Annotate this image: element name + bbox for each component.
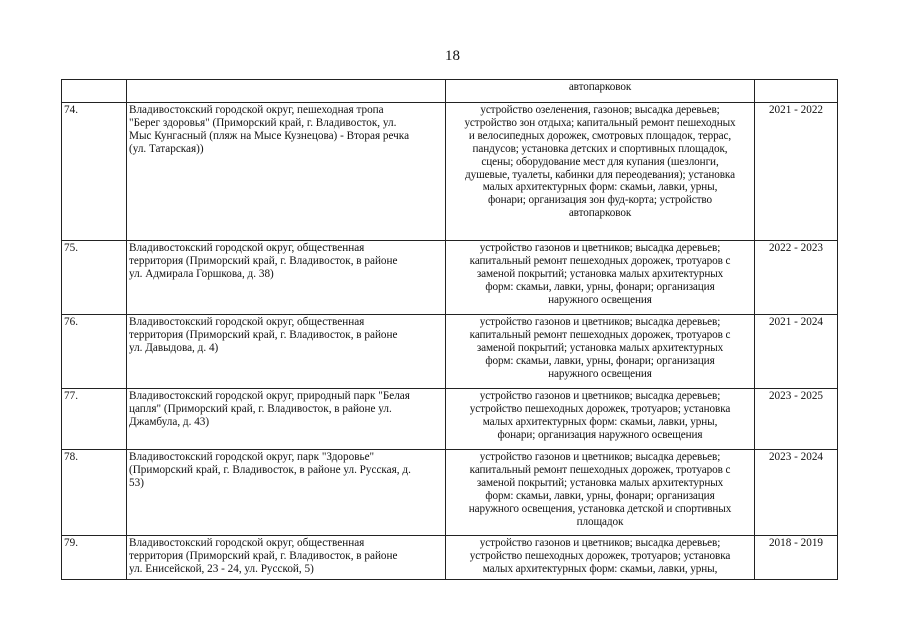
works-line: устройство пешеходных дорожек, тротуаров; установка — [469, 402, 731, 415]
territory-line: Владивостокский городской округ, общественная — [129, 537, 365, 549]
table-row — [62, 536, 838, 580]
territory-line: 53) — [129, 476, 144, 489]
works-line: устройство газонов и цветников; высадка деревьев; — [479, 390, 721, 402]
works-line: малых архитектурных форм: скамьи, лавки, урны, — [482, 415, 718, 428]
works-line: фонари; организация наружного освещения — [497, 428, 703, 441]
table-row — [62, 103, 838, 241]
works-line: малых архитектурных форм: скамьи, лавки, урны, — [482, 562, 718, 575]
row-number-cell: 75. — [62, 241, 127, 315]
years-cell: 2023 - 2024 — [755, 450, 838, 536]
works-line: наружного освещения — [548, 367, 652, 380]
works-line: капитальный ремонт пешеходных дорожек, тротуаров с — [469, 463, 731, 476]
works-line: капитальный ремонт пешеходных дорожек, тротуаров с — [469, 328, 731, 341]
territory-line: Владивостокский городской округ, парк "Здоровье" — [129, 451, 375, 463]
territory-line: территория (Приморский край, г. Владивосток, в районе — [129, 549, 398, 562]
territory-line: (Приморский край, г. Владивосток, в районе ул. Русская, д. — [129, 463, 411, 476]
row-number-cell: 79. — [62, 536, 127, 580]
works-line: устройство газонов и цветников; высадка деревьев; — [479, 537, 721, 549]
works-line: заменой покрытий; установка малых архитектурных — [476, 267, 724, 280]
works-line: наружного освещения, установка детской и спортивных — [468, 502, 732, 515]
table-row — [62, 389, 838, 450]
works-line: заменой покрытий; установка малых архитектурных — [476, 341, 724, 354]
works-line: и велосипедных дорожек, смотровых площадок, террас, — [468, 129, 732, 142]
works-line: заменой покрытий; установка малых архитектурных — [476, 476, 724, 489]
works-cell — [446, 315, 755, 389]
works-line: малых архитектурных форм: скамьи, лавки, урны, — [482, 181, 718, 194]
works-line: устройство зон отдыха; капитальный ремонт пешеходных — [464, 116, 736, 129]
territory-line: Мыс Кунгасный (пляж на Мысе Кузнецова) - Вторая речка — [129, 129, 410, 142]
territory-line: ул. Енисейской, 23 - 24, ул. Русской, 5) — [129, 562, 314, 575]
works-line: форм: скамьи, лавки, урны, фонари; организация — [485, 280, 715, 293]
table-row — [62, 450, 838, 536]
works-line: устройство газонов и цветников; высадка деревьев; — [479, 316, 721, 328]
territory-line: Владивостокский городской округ, общественная — [129, 316, 365, 328]
years-cell: 2018 - 2019 — [755, 536, 838, 580]
works-line: площадок — [576, 515, 624, 528]
territory-line: территория (Приморский край, г. Владивосток, в районе — [129, 254, 398, 267]
works-line: наружного освещения — [548, 293, 652, 306]
territory-line: цапля" (Приморский край, г. Владивосток, в районе ул. — [129, 402, 392, 415]
territory-line: Владивостокский городской округ, пешеходная тропа — [129, 104, 384, 116]
works-line: пандусов; установка детских и спортивных площадок, — [472, 142, 728, 155]
works-line: капитальный ремонт пешеходных дорожек, тротуаров с — [469, 254, 731, 267]
improvement-table — [61, 79, 838, 580]
years-cell: 2021 - 2024 — [755, 315, 838, 389]
works-line: автопарковок — [568, 207, 632, 220]
row-number-cell — [62, 80, 127, 103]
works-line: сцены; оборудование мест для купания (шезлонги, — [481, 155, 719, 168]
page-number: 18 — [445, 48, 460, 64]
works-line: устройство пешеходных дорожек, тротуаров; установка — [469, 549, 731, 562]
table-row — [62, 241, 838, 315]
table-body — [62, 80, 838, 580]
works-line: форм: скамьи, лавки, урны, фонари; организация — [485, 354, 715, 367]
territory-cell — [127, 536, 446, 580]
works-cell — [446, 80, 755, 103]
territory-line: Владивостокский городской округ, общественная — [129, 242, 365, 254]
years-cell: 2023 - 2025 — [755, 389, 838, 450]
works-cell — [446, 103, 755, 241]
territory-line: территория (Приморский край, г. Владивосток, в районе — [129, 328, 398, 341]
table-row — [62, 80, 838, 103]
territory-cell — [127, 450, 446, 536]
row-number-cell: 76. — [62, 315, 127, 389]
row-number-cell: 78. — [62, 450, 127, 536]
territory-line: Джамбула, д. 43) — [129, 415, 210, 428]
works-cell — [446, 536, 755, 580]
territory-cell — [127, 103, 446, 241]
row-number-cell: 74. — [62, 103, 127, 241]
works-line: устройство газонов и цветников; высадка деревьев; — [479, 451, 721, 463]
territory-cell — [127, 389, 446, 450]
row-number-cell: 77. — [62, 389, 127, 450]
territory-line: (ул. Татарская)) — [129, 142, 204, 155]
works-line: душевые, туалеты, кабинки для переодевания); установка — [465, 168, 735, 181]
table-row — [62, 315, 838, 389]
territory-line: ул. Давыдова, д. 4) — [129, 341, 219, 354]
works-line: форм: скамьи, лавки, урны, фонари; организация — [485, 489, 715, 502]
works-line: устройство озеленения, газонов; высадка деревьев; — [480, 104, 720, 116]
works-line: автопарковок — [568, 81, 632, 93]
years-cell: 2021 - 2022 — [755, 103, 838, 241]
territory-cell — [127, 80, 446, 103]
works-line: фонари; организация зон фуд-корта; устройство — [487, 194, 713, 207]
years-cell — [755, 80, 838, 103]
territory-cell — [127, 315, 446, 389]
territory-line: Владивостокский городской округ, природный парк "Белая — [129, 390, 410, 402]
years-cell: 2022 - 2023 — [755, 241, 838, 315]
territory-line: "Берег здоровья" (Приморский край, г. Владивосток, ул. — [129, 116, 397, 129]
territory-cell — [127, 241, 446, 315]
works-cell — [446, 241, 755, 315]
works-line: устройство газонов и цветников; высадка деревьев; — [479, 242, 721, 254]
works-cell — [446, 450, 755, 536]
territory-line: ул. Адмирала Горшкова, д. 38) — [129, 267, 274, 280]
works-cell — [446, 389, 755, 450]
